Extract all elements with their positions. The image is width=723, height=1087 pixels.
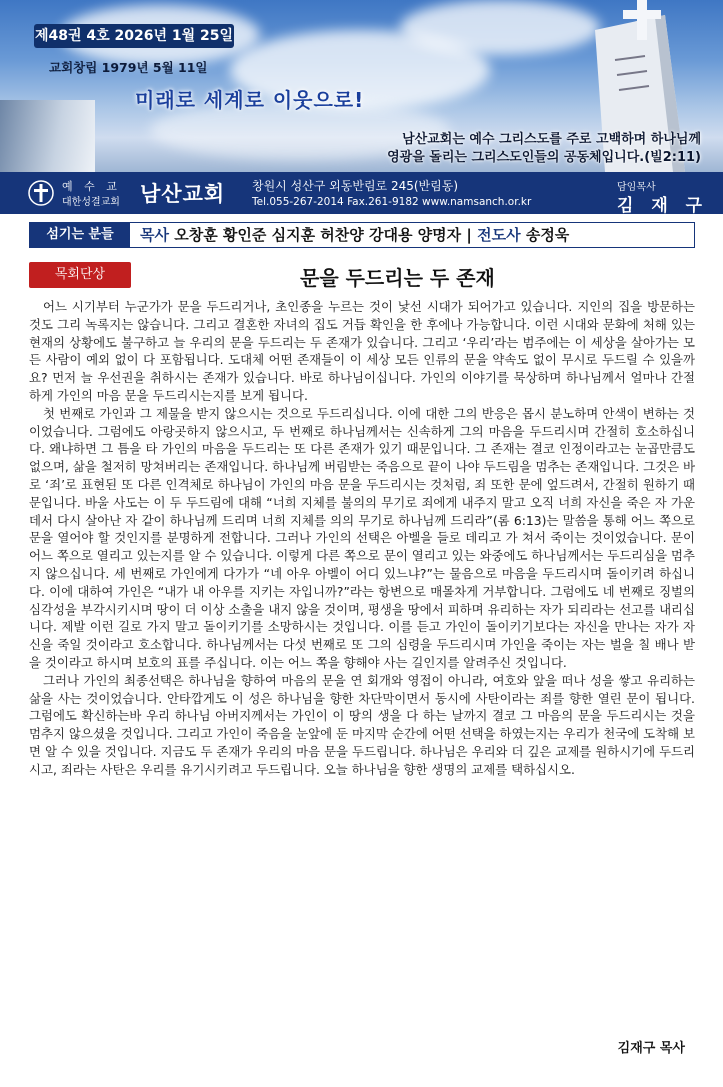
denomination-logo-icon — [28, 180, 54, 206]
founding-date: 교회창립 1979년 5월 11일 — [49, 60, 208, 75]
senior-pastor-label: 담임목사 — [617, 182, 656, 193]
cloud-decoration — [400, 0, 600, 55]
senior-pastor-name: 김 재 구 — [617, 196, 709, 216]
servers-label: 섬기는 분들 — [30, 223, 130, 247]
evangelist-role-label: 전도사 — [477, 226, 521, 244]
denomination-subname: 대한성결교회 — [62, 197, 120, 208]
servers-separator: | — [466, 226, 472, 244]
issue-info: 제48권 4호 2026년 1월 25일 — [34, 24, 234, 48]
article-body — [29, 298, 695, 779]
church-motto: 미래로 세계로 이웃으로! — [135, 88, 365, 112]
servers-list — [140, 224, 569, 245]
pastor-role-label: 목사 — [140, 226, 169, 244]
church-name: 남산교회 — [140, 182, 226, 206]
article-paragraph: 어느 시기부터 누군가가 문을 두드리거나, 초인종을 누르는 것이 낯선 시대가 되어가고 있습니다. 지인의 집을 방문하는 것도 그리 녹록지는 않습니다. 그리고 결혼한 자녀의 집도 거듭 확인을 한 후에나 가능합니다. 이런 시대와 문화에 처해 있는 현재의 상황에도 불구하고 늘 우리의 문을 두드리는 두 존재가 있습니다. 그리고 ‘우리’라는 범주에는 이 세상을 살아가는 모든 사람이 예외 없이 다 포함됩니다. 도대체 어떤 존재들이 이 세상 모든 인류의 문을 약속도 없이 무시로 두드릴 수 있을까요? 먼저 늘 우선권을 취하시는 존재가 있습니다. 바로 하나님이십니다. 가인의 이야기를 묵상하며 하나님께서 얼마나 간절하게 가인의 마음 문을 두드리시는지를 보게 됩니다. — [29, 299, 695, 403]
church-info-bar — [0, 172, 723, 214]
denomination-name: 예 수 교 — [62, 180, 121, 193]
mission-statement-line1: 남산교회는 예수 그리스도를 주로 고백하며 하나님께 — [402, 132, 701, 147]
building-photo — [0, 100, 95, 172]
church-contact: Tel.055-267-2014 Fax.261-9182 www.namsanch.or.kr — [252, 196, 532, 208]
church-address: 창원시 성산구 외동반림로 245(반림동) — [252, 179, 459, 193]
servers-row — [29, 222, 695, 248]
mission-statement-line2: 영광을 돌리는 그리스도인들의 공동체입니다.(빌2:11) — [387, 150, 701, 165]
header-banner — [0, 0, 723, 172]
article-author: 김재구 목사 — [617, 1041, 685, 1056]
section-tag: 목회단상 — [29, 262, 131, 288]
article-paragraph: 첫 번째로 가인과 그 제물을 받지 않으시는 것으로 두드리십니다. 이에 대한 그의 반응은 몹시 분노하며 안색이 변하는 것이었습니다. 그럼에도 아랑곳하지 않으시고, 두 번째로 하나님께서는 신속하게 그의 마음을 두드리시며 간절히 호소하십니다. 왜냐하면 그 틈을 타 가인의 마음을 두드리는 또 다른 존재가 있기 때문입니다. 그 존재는 결코 인정이라고는 눈곱만큼도 없으며, 삶을 철저히 망쳐버리는 존재입니다. 하나님께 버림받는 죽음으로 끝이 나야 두드림을 멈추는 존재입니다. 그것은 바로 ‘죄’로 표현된 또 다른 인격체로 하나님이 가인의 마음 문을 두드리시는 것처럼, 죄 또한 문에 엎드려서, 간절히 원하기 때문입니다. 바울 사도는 이 두 두드림에 대해 “너희 지체를 불의의 무기로 죄에게 내주지 말고 오직 너희 자신을 죽은 자 가운데서 다시 살아난 자 같이 하나님께 드리며 너희 지체를 의의 무기로 하나님께 드리라”(롬 6:13)는 말씀을 통해 어느 쪽으로 문을 열어야 할 것인지를 분명하게 전합니다. 그러나 가인의 선택은 아벨을 들로 데리고 가 쳐서 죽이는 것이었습니다. 문이 어느 쪽으로 열리고 있는지를 알 수 있습니다. 이렇게 다른 쪽으로 문이 열리고 있는 와중에도 하나님께서는 두드리심을 멈추지 않으십니다. 세 번째로 가인에게 다가가 “네 아우 아벨이 어디 있느냐?”는 물음으로 마음을 두드리시며 돌이키려 하십니다. 이에 대하여 가인은 “내가 내 아우를 지키는 자입니까?”라는 항변으로 매몰차게 거부합니다. 그럼에도 네 번째로 징벌의 심각성을 부각시키시며 땅이 더 이상 소출을 내지 않을 것이며, 평생을 땅에서 피하며 유리하는 자가 되리라는 선고를 내리십니다. 제발 이런 길로 가지 말고 돌이키기를 소망하시는 것입니다. 이를 듣고 가인이 돌이키기보다는 자신을 만나는 자가 자신을 죽일 것이라고 호소합니다. 하나님께서는 다섯 번째로 또 그의 심령을 두드리시며 가인을 죽이는 자는 벌을 칠 배나 받을 것이라고 하시며 보호의 표를 주십니다. 이는 어느 쪽을 향해야 사는 길인지를 알려주신 것입니다. — [29, 405, 695, 670]
pastor-names: 오창훈 황인준 심지훈 허찬양 강대용 양명자 — [174, 226, 462, 244]
article-title: 문을 두드리는 두 존재 — [300, 266, 495, 290]
evangelist-name: 송정욱 — [525, 226, 570, 244]
article-paragraph: 그러나 가인의 최종선택은 하나님을 향하여 마음의 문을 연 회개와 영접이 아니라, 여호와 앞을 떠나 성을 쌓고 유리하는 삶을 사는 것이었습니다. 안타깝게도 이 성은 하나님을 향한 차단막이면서 동시에 사탄이라는 죄를 향한 열린 문이 됩니다. 그럼에도 확신하는바 우리 하나님 아버지께서는 가인이 이 땅의 생을 다 하는 날까지 결코 그 마음의 문을 두드리시는 것을 멈추지 않으셨을 것입니다. 그리고 가인이 죽음을 눈앞에 둔 마지막 순간에 어떤 선택을 하였는지는 우리가 천국에 도착해 보면 알 수 있을 것입니다. 지금도 두 존재가 우리의 마음 문을 두드립니다. 하나님은 우리와 더 깊은 교제를 원하시기에 두드리시고, 죄라는 사탄은 우리를 유기시키려고 두드립니다. 오늘 하나님을 향한 생명의 교제를 택하십시오. — [29, 672, 695, 777]
